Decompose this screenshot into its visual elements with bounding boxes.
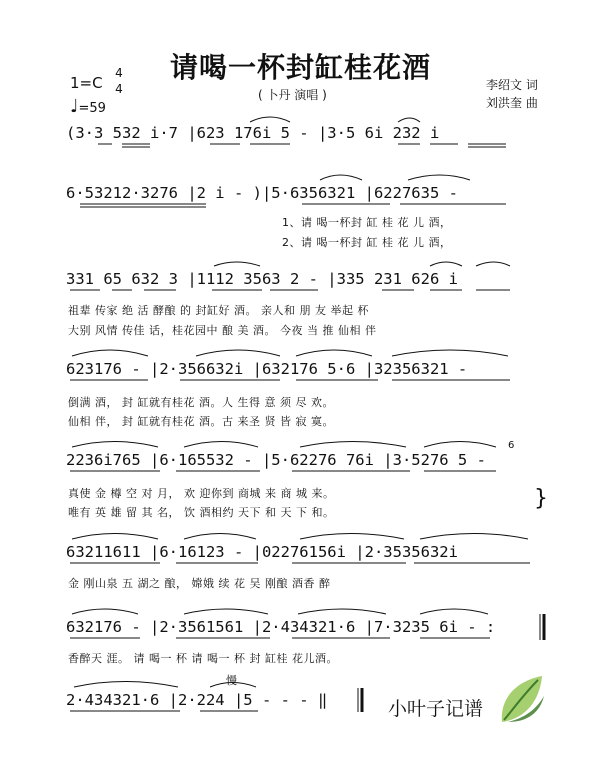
notation-line-2: 6·53212·3276 |2 i - )|5·6356321 |6227635 - — [66, 184, 458, 202]
tempo-value: =59 — [78, 101, 106, 116]
singer-credit: ( 卜丹 演唱 ) — [258, 88, 327, 102]
notation-line-5: 2236i765 |6·165532 - |5·62276 76i |3·5276 5 - — [66, 451, 486, 469]
composer-credit: 刘洪奎 曲 — [486, 96, 538, 110]
lyric-verse1-block1: 1、请 喝一杯封 缸 桂 花 儿 酒， — [282, 216, 452, 229]
quarter-note-icon: ♩ — [70, 96, 79, 117]
brand-signature: 小叶子记谱 — [388, 698, 484, 720]
tempo-mark-slow: 慢 — [226, 674, 237, 687]
lyric-block6: 香醉天 涯。 请 喝一 杯 请 喝一 杯 封 缸桂 花儿酒。 — [68, 652, 338, 665]
lyricist-credit: 李绍文 词 — [486, 78, 538, 92]
leaf-logo-icon — [494, 672, 550, 728]
lyric-verse2-block3: 仙相 伴， 封 缸就有桂花 酒。古 来圣 贤 皆 寂 寞。 — [68, 415, 334, 428]
notation-line-6: 63211611 |6·16123 - |02276156i |2·3535632i — [66, 543, 458, 561]
notation-line-4: 623176 - |2·356632i |632176 5·6 |32356321 - — [66, 360, 468, 378]
time-signature-bottom: 4 — [115, 82, 123, 96]
verse-brace: } — [534, 486, 548, 511]
grace-note: 6 — [508, 440, 515, 451]
lyric-verse1-block2: 祖辈 传家 绝 活 酵酿 的 封缸好 酒。 亲人和 朋 友 举起 杯 — [68, 304, 369, 317]
lyric-verse2-block1: 2、请 喝一杯封 缸 桂 花 儿 酒， — [282, 236, 452, 249]
notation-line-1: (3·3 532 i·7 |623 176i 5 - |3·5 6i 232 i — [66, 124, 440, 142]
lyric-verse1-block3: 倒满 酒， 封 缸就有桂花 酒。人 生得 意 须 尽 欢。 — [68, 396, 334, 409]
notation-line-7: 632176 - |2·3561561 |2·434321·6 |7·3235 6i - : — [66, 618, 496, 636]
lyric-verse2-block4: 唯有 英 雄 留 其 名， 饮 酒相约 天下 和 天 下 和。 — [68, 506, 335, 519]
notation-line-8: 2·434321·6 |2·224 |5 - - - ‖ — [66, 691, 328, 709]
song-title: 请喝一杯封缸桂花酒 — [170, 51, 432, 84]
lyric-verse2-block2: 大别 风情 传佳 话，桂花园中 酿 美 酒。 今夜 当 推 仙相 伴 — [68, 324, 377, 337]
time-signature-top: 4 — [115, 66, 123, 80]
lyric-verse1-block4: 真使 金 樽 空 对 月， 欢 迎你到 商城 来 商 城 来。 — [68, 487, 335, 500]
key-signature: 1=C — [70, 74, 103, 92]
notation-line-3: 331 65 632 3 |1112 3563 2 - |335 231 626 i — [66, 270, 458, 288]
lyric-block5: 金 刚山泉 五 湖之 酿， 嫦娥 续 花 吴 刚酿 酒香 醉 — [68, 577, 331, 590]
